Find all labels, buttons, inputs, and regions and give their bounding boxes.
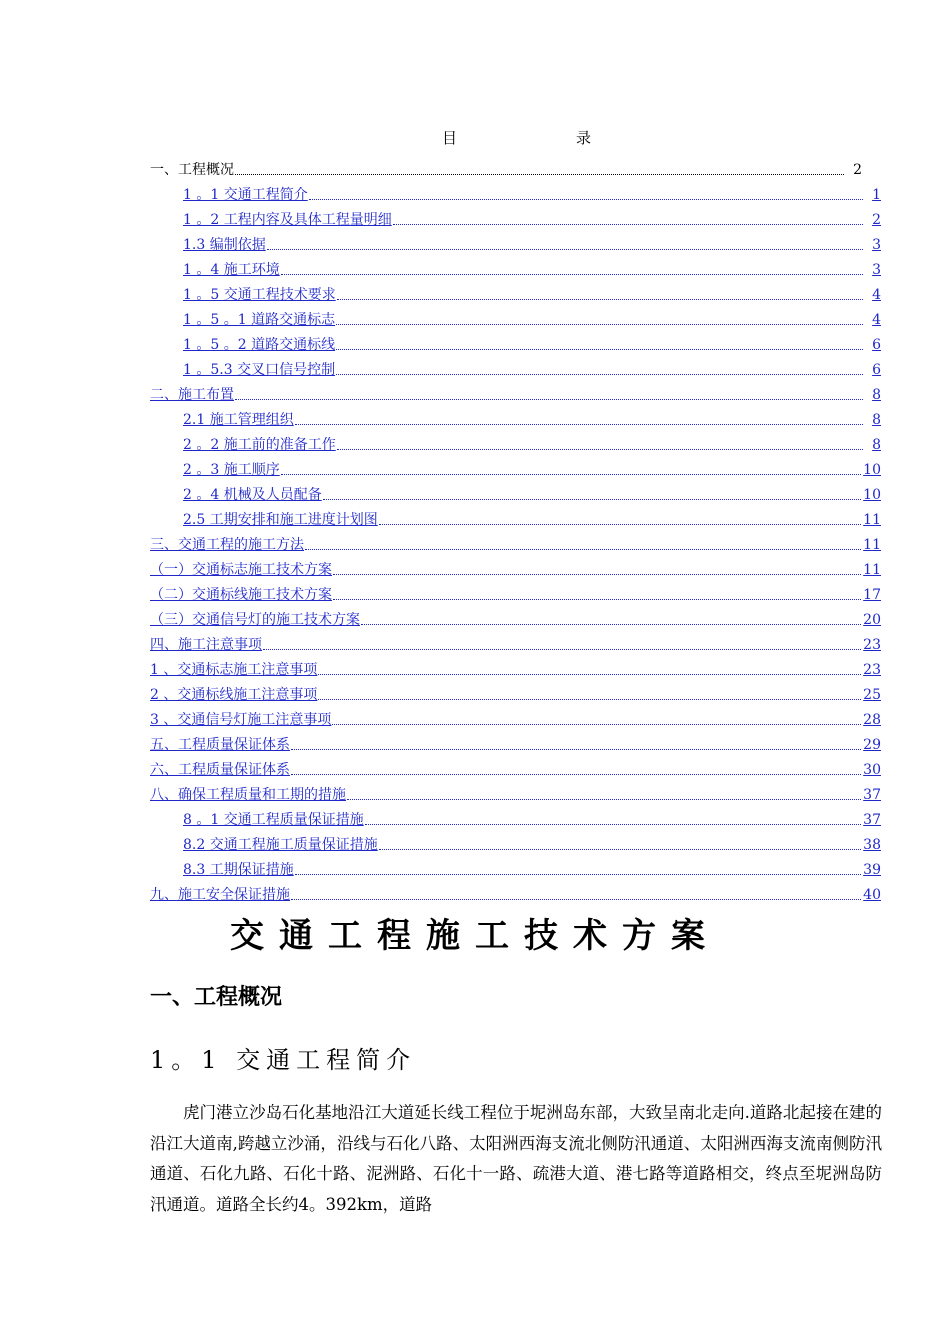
toc-entry[interactable]: [183, 208, 881, 228]
toc-entry-page: 11: [863, 512, 881, 528]
toc-entry-page: 8: [872, 412, 881, 428]
toc-leader: [365, 823, 861, 825]
toc-entry[interactable]: [183, 258, 881, 278]
toc-leader: [309, 198, 863, 200]
toc-leader: [263, 648, 861, 650]
toc-entry[interactable]: [150, 708, 881, 728]
toc-entry-page: 11: [863, 562, 881, 578]
toc-leader: [337, 448, 863, 450]
toc-entry[interactable]: [183, 508, 881, 528]
toc-entry-label: （二）交通标线施工技术方案: [150, 587, 332, 603]
toc-leader: [379, 523, 861, 525]
toc-entry-label: 1 。5 。1 道路交通标志: [183, 312, 336, 328]
toc-entry[interactable]: [150, 533, 881, 553]
toc-entry[interactable]: [150, 733, 881, 753]
toc-entry[interactable]: [183, 433, 881, 453]
toc-entry-label: 8.2 交通工程施工质量保证措施: [183, 837, 378, 853]
toc-leader: [337, 298, 863, 300]
toc-entry-page: 10: [863, 462, 881, 478]
toc-entry-label: 1.3 编制依据: [183, 237, 266, 253]
toc-entry-label: （一）交通标志施工技术方案: [150, 562, 332, 578]
toc-entry-page: 2: [853, 162, 862, 178]
toc-leader: [333, 573, 861, 575]
toc-entry-page: 37: [863, 812, 881, 828]
toc-entry-page: 8: [872, 387, 881, 403]
toc-entry-label: 1 。4 施工环境: [183, 262, 280, 278]
toc-entry[interactable]: [150, 558, 881, 578]
toc-entry-page: 3: [872, 262, 881, 278]
toc-leader: [291, 748, 861, 750]
toc-leader: [295, 423, 863, 425]
toc-entry-label: 1 、交通标志施工注意事项: [150, 662, 318, 678]
toc-entry-label: 2 、交通标线施工注意事项: [150, 687, 318, 703]
toc-entry-label: 3 、交通信号灯施工注意事项: [150, 712, 332, 728]
toc-entry[interactable]: [183, 483, 881, 503]
toc-entry[interactable]: [183, 283, 881, 303]
toc-entry-page: 6: [872, 362, 881, 378]
toc-entry-page: 10: [863, 487, 881, 503]
toc-entry-label: 九、施工安全保证措施: [150, 887, 290, 903]
toc-leader: [336, 373, 863, 375]
toc-entry[interactable]: [183, 858, 881, 878]
toc-leader: [291, 898, 861, 900]
toc-leader: [361, 623, 861, 625]
toc-entry[interactable]: [183, 808, 881, 828]
toc-entry-page: 4: [872, 287, 881, 303]
toc-entry[interactable]: [150, 608, 881, 628]
toc-entry[interactable]: [183, 333, 881, 353]
toc-entry-page: 23: [863, 637, 881, 653]
toc-entry[interactable]: [150, 583, 881, 603]
toc-entry-label: 四、施工注意事项: [150, 637, 262, 653]
toc-entry: [150, 158, 862, 178]
toc-entry-label: 8.3 工期保证措施: [183, 862, 294, 878]
toc-entry-page: 3: [872, 237, 881, 253]
toc-entry[interactable]: [150, 683, 881, 703]
toc-entry-label: 1 。5.3 交叉口信号控制: [183, 362, 336, 378]
toc-entry-label: 六、工程质量保证体系: [150, 762, 290, 778]
toc-entry-page: 1: [872, 187, 881, 203]
document-title: 交通工程施工技术方案: [230, 916, 720, 956]
toc-leader: [336, 323, 863, 325]
toc-leader: [318, 698, 861, 700]
toc-entry-label: 二、施工布置: [150, 387, 234, 403]
toc-entry-page: 6: [872, 337, 881, 353]
toc-entry-label: 一、工程概况: [150, 162, 234, 178]
toc-heading-left: 目: [442, 129, 458, 147]
toc-entry-page: 11: [863, 537, 881, 553]
toc-entry-label: 1 。1 交通工程简介: [183, 187, 308, 203]
toc-leader: [235, 398, 863, 400]
toc-leader: [333, 598, 861, 600]
toc-entry-page: 38: [863, 837, 881, 853]
toc-entry[interactable]: [183, 233, 881, 253]
toc-entry-label: 八、确保工程质量和工期的措施: [150, 787, 346, 803]
toc-entry[interactable]: [183, 308, 881, 328]
toc-entry-page: 28: [863, 712, 881, 728]
toc-entry-label: 2 。4 机械及人员配备: [183, 487, 322, 503]
toc-entry-page: 39: [863, 862, 881, 878]
toc-leader: [291, 773, 861, 775]
toc-entry[interactable]: [183, 358, 881, 378]
toc-entry-label: 2.1 施工管理组织: [183, 412, 294, 428]
toc-entry-page: 8: [872, 437, 881, 453]
toc-leader: [393, 223, 863, 225]
toc-leader: [281, 473, 861, 475]
toc-entry[interactable]: [183, 183, 881, 203]
toc-entry-page: 25: [863, 687, 881, 703]
toc-leader: [281, 273, 863, 275]
section-heading: 一、工程概况: [150, 985, 283, 1010]
toc-leader: [379, 848, 861, 850]
toc-leader: [332, 723, 861, 725]
toc-entry-page: 37: [863, 787, 881, 803]
toc-leader: [267, 248, 863, 250]
toc-entry[interactable]: [150, 633, 881, 653]
toc-leader: [305, 548, 861, 550]
toc-entry-page: 20: [863, 612, 881, 628]
toc-leader: [295, 873, 861, 875]
toc-entry-label: 8 。1 交通工程质量保证措施: [183, 812, 364, 828]
toc-entry-page: 30: [863, 762, 881, 778]
toc-leader: [318, 673, 861, 675]
toc-entry-label: 2 。2 施工前的准备工作: [183, 437, 336, 453]
toc-heading: [0, 127, 950, 147]
toc-entry-page: 23: [863, 662, 881, 678]
toc-entry-page: 2: [872, 212, 881, 228]
toc-entry-label: 2 。3 施工顺序: [183, 462, 280, 478]
body-text: [150, 1098, 882, 1220]
toc-entry-label: 三、交通工程的施工方法: [150, 537, 304, 553]
toc-entry-page: 40: [863, 887, 881, 903]
toc-leader: [235, 173, 844, 175]
toc-entry[interactable]: [150, 783, 881, 803]
toc-entry-label: 1 。2 工程内容及具体工程量明细: [183, 212, 392, 228]
body-paragraph: 虎门港立沙岛石化基地沿江大道延长线工程位于坭洲岛东部，大致呈南北走向.道路北起接在建的沿江大道南,跨越立沙涌，沿线与石化八路、太阳洲西海支流北侧防汛通道、太阳洲西海支流南侧防汛通道、石化九路、石化十路、泥洲路、石化十一路、疏港大道、港七路等道路相交，终点至坭洲岛防汛通道。道路全长约4。392km，道路: [150, 1103, 882, 1214]
toc-entry[interactable]: [150, 383, 881, 403]
toc-entry[interactable]: [150, 658, 881, 678]
toc-entry-page: 29: [863, 737, 881, 753]
toc-leader: [347, 798, 861, 800]
toc-entry-label: （三）交通信号灯的施工技术方案: [150, 612, 360, 628]
toc-entry-page: 17: [863, 587, 881, 603]
toc-entry-page: 4: [872, 312, 881, 328]
toc-entry[interactable]: [183, 458, 881, 478]
toc-entry[interactable]: [150, 758, 881, 778]
toc-entry[interactable]: [183, 833, 881, 853]
toc-leader: [336, 348, 863, 350]
toc-heading-right: 录: [576, 129, 592, 147]
toc-entry-label: 2.5 工期安排和施工进度计划图: [183, 512, 378, 528]
toc-entry[interactable]: [183, 408, 881, 428]
toc-leader: [323, 498, 861, 500]
toc-entry[interactable]: [150, 883, 881, 903]
toc-entry-label: 五、工程质量保证体系: [150, 737, 290, 753]
subsection-heading: 1。1 交通工程简介: [150, 1046, 417, 1074]
toc-entry-label: 1 。5 。2 道路交通标线: [183, 337, 336, 353]
toc-entry-label: 1 。5 交通工程技术要求: [183, 287, 336, 303]
